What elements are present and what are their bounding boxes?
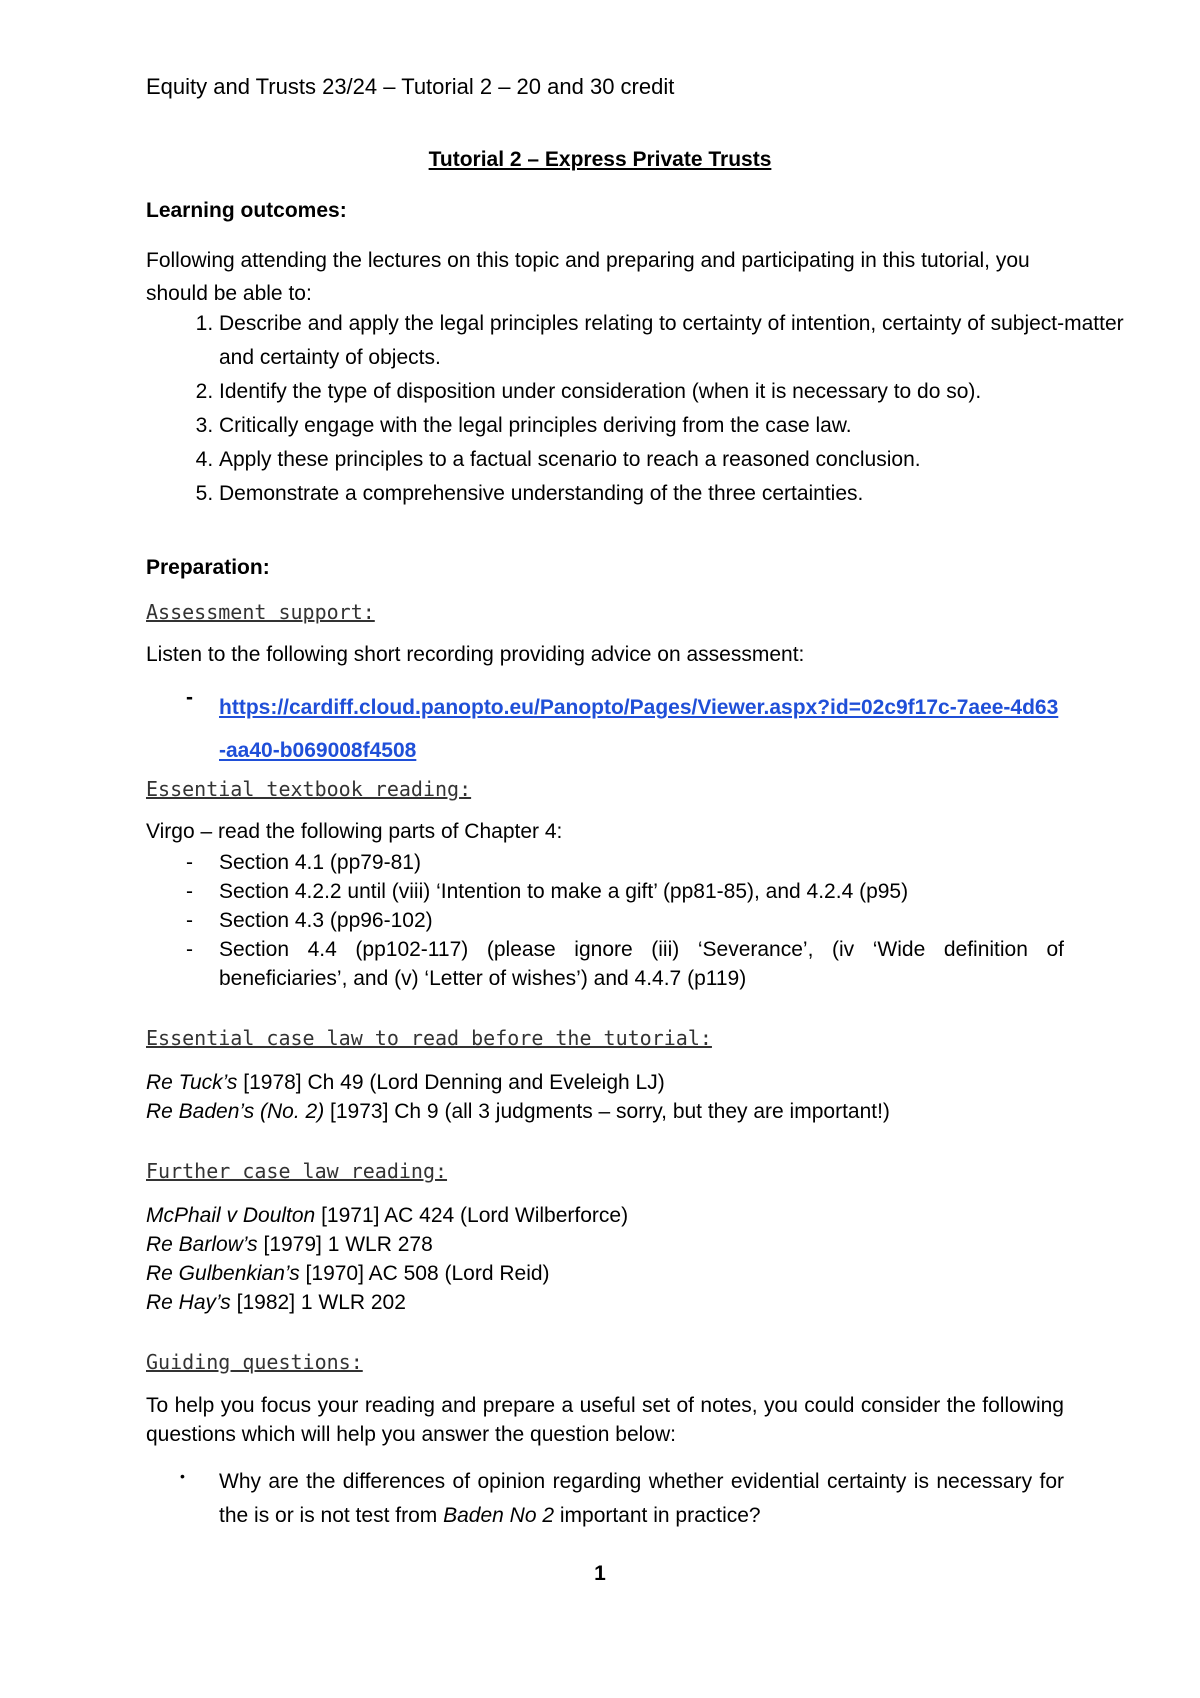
case-citation: [1979] 1 WLR 278 bbox=[257, 1233, 433, 1256]
case-name: Re Hay’s bbox=[146, 1291, 231, 1314]
reading-item-text: Section 4.2.2 until (viii) ‘Intention to make a gift’ (pp81-85), and 4.2.4 (p95) bbox=[219, 880, 909, 903]
link-dash: - bbox=[186, 686, 193, 709]
case-name: Re Gulbenkian’s bbox=[146, 1262, 300, 1285]
case-citation: [1971] AC 424 (Lord Wilberforce) bbox=[315, 1204, 629, 1227]
question-text-end: important in practice? bbox=[554, 1504, 761, 1527]
learning-outcomes-list bbox=[146, 307, 1137, 511]
textbook-reading-intro: Virgo – read the following parts of Chapter 4: bbox=[146, 820, 563, 843]
case-name: McPhail v Doulton bbox=[146, 1204, 316, 1227]
list-item bbox=[146, 935, 1064, 993]
case-entry bbox=[146, 1259, 628, 1288]
reading-item-text: Section 4.3 (pp96-102) bbox=[219, 909, 433, 932]
page-number: 1 bbox=[594, 1562, 606, 1585]
guiding-question bbox=[219, 1465, 1064, 1533]
learning-outcomes-intro: Following attending the lectures on this topic and preparing and participating in this tutorial, you should be able to: bbox=[146, 249, 1030, 305]
page-title: Tutorial 2 – Express Private Trusts bbox=[428, 148, 772, 171]
question-case-name: Baden No 2 bbox=[443, 1504, 555, 1527]
dash-marker: - bbox=[186, 938, 193, 961]
list-item: 2. Identify the type of disposition under consideration (when it is necessary to do so). bbox=[219, 375, 1137, 409]
case-entry bbox=[146, 1068, 890, 1097]
learning-outcomes-heading: Learning outcomes: bbox=[146, 199, 347, 222]
case-name: Re Tuck’s bbox=[146, 1071, 238, 1094]
list-item: 5. Demonstrate a comprehensive understanding of the three certainties. bbox=[219, 477, 1137, 511]
textbook-reading-heading: Essential textbook reading: bbox=[146, 777, 472, 801]
dash-marker: - bbox=[186, 880, 193, 903]
list-item bbox=[146, 906, 1064, 935]
dash-marker: - bbox=[186, 909, 193, 932]
essential-case-list bbox=[146, 1068, 890, 1126]
case-name: Re Barlow’s bbox=[146, 1233, 258, 1256]
preparation-heading: Preparation: bbox=[146, 556, 270, 579]
list-item bbox=[146, 848, 1064, 877]
case-citation: [1982] 1 WLR 202 bbox=[230, 1291, 406, 1314]
case-entry bbox=[146, 1288, 628, 1317]
case-entry bbox=[146, 1230, 628, 1259]
question-text: Why are the differences of opinion regarding whether evidential certainty is necessary for the is or is not test from bbox=[219, 1470, 1064, 1527]
essential-case-law-heading: Essential case law to read before the tutorial: bbox=[146, 1026, 712, 1050]
list-item bbox=[146, 877, 1064, 906]
list-item: 3. Critically engage with the legal principles deriving from the case law. bbox=[219, 409, 1137, 443]
reading-item-text: Section 4.4 (pp102-117) (please ignore (iii) ‘Severance’, (iv ‘Wide definition of beneficiaries’, and (v) ‘Letter of wishes’) and 4.4.7 (p119) bbox=[219, 938, 1064, 990]
guiding-questions-intro: To help you focus your reading and prepare a useful set of notes, you could consider the following questions which will help you answer the question below: bbox=[146, 1394, 1064, 1446]
panopto-recording-link[interactable]: https://cardiff.cloud.panopto.eu/Panopto/Pages/Viewer.aspx?id=02c9f17c-7aee-4d63-aa40-b069008f4508 bbox=[219, 696, 1059, 762]
case-citation: [1970] AC 508 (Lord Reid) bbox=[299, 1262, 550, 1285]
assessment-support-heading: Assessment support: bbox=[146, 600, 375, 624]
case-citation: [1978] Ch 49 (Lord Denning and Eveleigh LJ) bbox=[237, 1071, 665, 1094]
case-citation: [1973] Ch 9 (all 3 judgments – sorry, but they are important!) bbox=[324, 1100, 890, 1123]
dash-marker: - bbox=[186, 851, 193, 874]
bullet-icon: • bbox=[180, 1468, 185, 1484]
reading-item-text: Section 4.1 (pp79-81) bbox=[219, 851, 421, 874]
assessment-support-text: Listen to the following short recording providing advice on assessment: bbox=[146, 643, 805, 666]
document-header: Equity and Trusts 23/24 – Tutorial 2 – 20 and 30 credit bbox=[146, 74, 675, 99]
case-name: Re Baden’s (No. 2) bbox=[146, 1100, 325, 1123]
further-case-list bbox=[146, 1201, 628, 1317]
list-item: 4. Apply these principles to a factual scenario to reach a reasoned conclusion. bbox=[219, 443, 1137, 477]
list-item: 1. Describe and apply the legal principles relating to certainty of intention, certainty of subject-matter and certainty of objects. bbox=[219, 307, 1137, 375]
case-entry bbox=[146, 1201, 628, 1230]
guiding-questions-heading: Guiding questions: bbox=[146, 1350, 363, 1374]
further-case-law-heading: Further case law reading: bbox=[146, 1159, 448, 1183]
case-entry bbox=[146, 1097, 890, 1126]
textbook-reading-list bbox=[146, 848, 1064, 993]
